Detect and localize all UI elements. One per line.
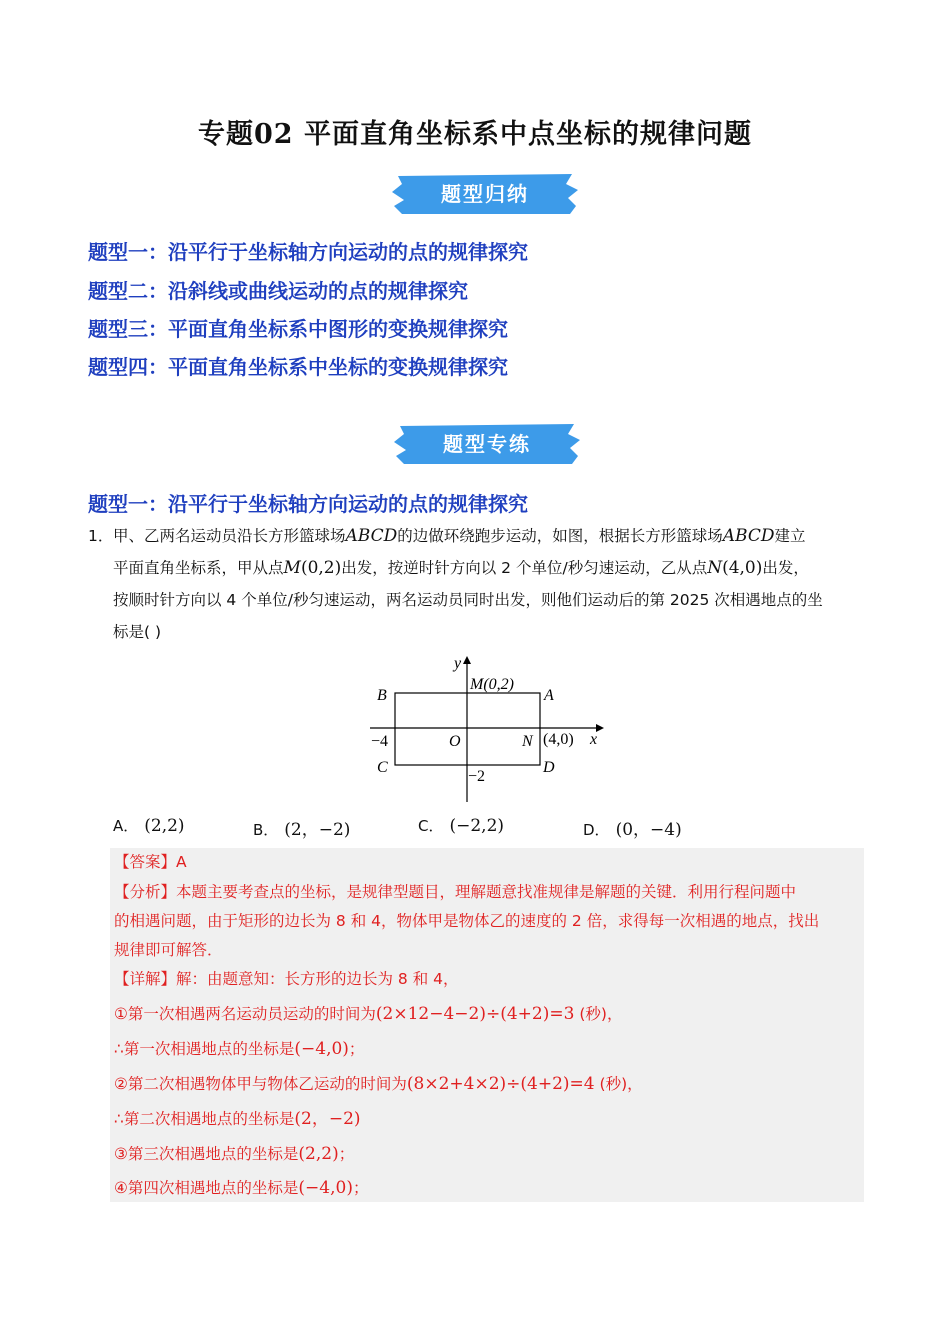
detail-line: ③第三次相遇地点的坐标是(2,2)； [114,1144,355,1164]
detail-line: ∴第一次相遇地点的坐标是(−4,0)； [114,1039,365,1059]
detail-line: ①第一次相遇两名运动员运动的时间为(2×12−4−2)÷(4+2)=3 (秒)， [114,1004,623,1024]
option-d[interactable]: D． (0，−4) [583,820,682,840]
origin-label: O [449,733,461,750]
section-banner-practice [392,422,582,466]
question-line-4: 标是( ) [113,623,162,641]
banner-label: 题型归纳 [441,182,529,206]
section-heading: 题型一：沿平行于坐标轴方向运动的点的规律探究 [88,492,528,516]
analysis-line: 的相遇问题，由于矩形的边长为 8 和 4，物体甲是物体乙的速度的 2 倍，求得每一次相遇的地点，找出 [114,912,820,930]
analysis-line: 【分析】本题主要考查点的坐标，是规律型题目，理解题意找准规律是解题的关键．利用行程问题中 [114,883,797,901]
question-line-3: 按顺时针方向以 4 个单位/秒匀速运动，两名运动员同时出发，则他们运动后的第 2025 次相遇地点的坐 [113,591,823,609]
question-number: 1． [88,527,114,545]
options [113,815,813,843]
category-1: 题型一：沿平行于坐标轴方向运动的点的规律探究 [88,240,528,264]
detail-line: ②第二次相遇物体甲与物体乙运动的时间为(8×2+4×2)÷(4+2)=4 (秒)， [114,1074,643,1094]
detail-line: 【详解】解：由题意知：长方形的边长为 8 和 4， [114,970,459,988]
category-2: 题型二：沿斜线或曲线运动的点的规律探究 [88,279,468,303]
neg2-label: −2 [468,768,486,785]
banner-label: 题型专练 [443,432,531,456]
neg4-label: −4 [371,733,389,750]
y-label: y [454,655,462,672]
n-label: N [522,733,533,750]
option-c[interactable]: C． (−2,2) [418,816,505,836]
section-banner-summary [390,172,580,216]
question-1 [88,520,868,648]
detail-line: ∴第二次相遇地点的坐标是(2，−2) [114,1109,361,1129]
page-title: 专题02 平面直角坐标系中点坐标的规律问题 [198,119,752,150]
analysis-line: 规律即可解答． [114,941,223,959]
answer-box [110,848,864,1202]
x-label: x [590,731,598,748]
m-label: M(0,2) [470,676,514,693]
x-axis-arrow [596,724,604,732]
d-label: D [543,759,555,776]
question-line-2: 平面直角坐标系，甲从点M(0,2)出发，按逆时针方向以 2 个单位/秒匀速运动，乙从点N(4,0)出发， [113,558,809,578]
n-coord-label: (4,0) [543,731,574,748]
option-b[interactable]: B． (2，−2) [253,820,351,840]
y-axis-arrow [463,656,471,664]
category-4: 题型四：平面直角坐标系中坐标的变换规律探究 [88,355,508,379]
b-label: B [377,687,387,704]
answer-line: 【答案】A [114,853,187,871]
coordinate-diagram [368,650,618,810]
category-3: 题型三：平面直角坐标系中图形的变换规律探究 [88,317,508,341]
c-label: C [377,759,388,776]
a-label: A [544,687,554,704]
detail-line: ④第四次相遇地点的坐标是(−4,0)； [114,1178,369,1198]
option-a[interactable]: A． (2,2) [113,816,185,836]
question-line-1: 甲、乙两名运动员沿长方形篮球场ABCD的边做环绕跑步运动，如图，根据长方形篮球场ABCD建立 [113,526,806,546]
